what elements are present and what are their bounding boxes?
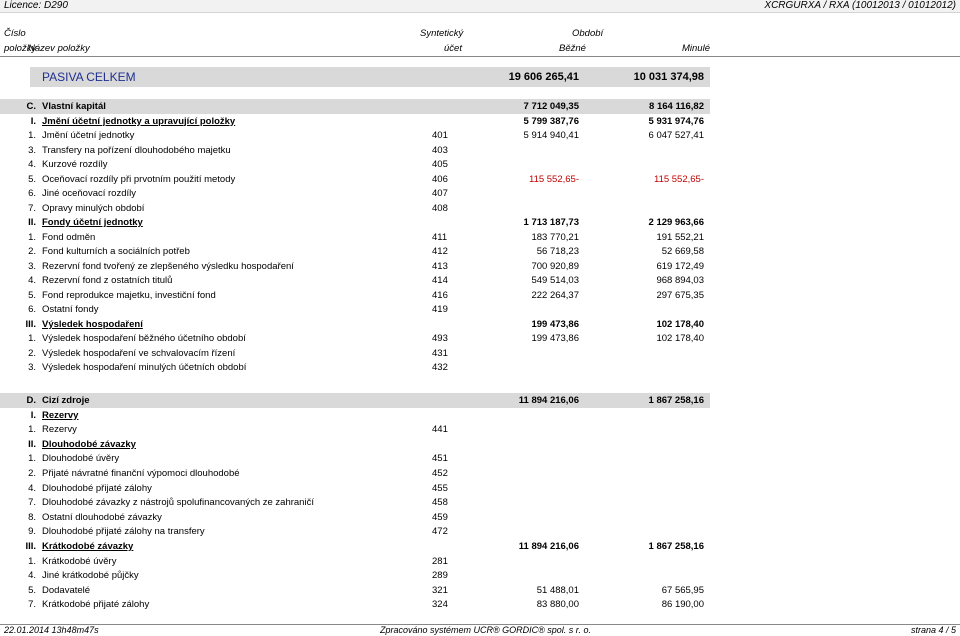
row-account: 324 <box>432 599 448 611</box>
header-minule: Minulé <box>682 43 710 54</box>
row-name: Rezervní fond tvořený ze zlepšeného výsledku hospodaření <box>42 260 294 272</box>
row-number: 6. <box>28 304 36 315</box>
row-number: 3. <box>28 260 36 272</box>
row-account: 281 <box>432 555 448 567</box>
row-bezne: 1 713 187,73 <box>523 217 579 228</box>
row-name: Fond kulturních a sociálních potřeb <box>42 246 190 257</box>
table-row <box>0 511 960 525</box>
table-row <box>0 496 960 510</box>
row-number: 4. <box>28 482 36 494</box>
row-number: 2. <box>28 347 36 359</box>
row-bezne: 5 914 940,41 <box>523 130 579 141</box>
row-name: Jiné oceňovací rozdíly <box>42 188 136 199</box>
row-account: 412 <box>432 246 448 257</box>
row-name: Přijaté návratné finanční výpomoci dlouhodobé <box>42 468 240 479</box>
row-bezne: 199 473,86 <box>531 318 579 330</box>
row-account: 405 <box>432 159 448 170</box>
row-number: D. <box>26 395 36 406</box>
header-nazev: Název položky <box>28 43 90 54</box>
row-account: 408 <box>432 202 448 214</box>
row-name: Dlouhodobé závazky z nástrojů spolufinancovaných ze zahraničí <box>42 497 314 509</box>
row-name: Rezervy <box>42 409 79 421</box>
row-number: 1. <box>28 453 36 465</box>
table-row <box>0 129 960 143</box>
row-account: 431 <box>432 347 448 359</box>
row-minule: 6 047 527,41 <box>648 130 704 141</box>
row-name: Jmění účetní jednotky a upravující položky <box>42 115 236 127</box>
row-number: 3. <box>28 362 36 373</box>
row-bezne: 183 770,21 <box>531 231 579 243</box>
row-bezne: 51 488,01 <box>536 584 579 596</box>
table-row <box>0 260 960 274</box>
row-name: Výsledek hospodaření ve schvalovacím řízení <box>42 347 236 359</box>
row-minule: 2 129 963,66 <box>648 217 704 228</box>
row-name: Opravy minulých období <box>42 202 145 214</box>
pasiva-row <box>0 70 960 84</box>
header-obdobi: Období <box>572 28 604 39</box>
table-row <box>0 438 960 452</box>
table-row <box>0 144 960 158</box>
header-bezne: Běžné <box>559 43 586 54</box>
footer-page: strana 4 / 5 <box>910 625 956 635</box>
table-row <box>0 598 960 612</box>
row-name: Výsledek hospodaření běžného účetního období <box>42 333 246 344</box>
pasiva-label: PASIVA CELKEM <box>42 70 136 84</box>
table-row <box>0 584 960 598</box>
row-name: Dlouhodobé úvěry <box>42 453 120 465</box>
row-bezne: 5 799 387,76 <box>523 115 579 127</box>
row-account: 407 <box>432 188 448 199</box>
row-number: I. <box>30 115 36 127</box>
row-number: III. <box>25 541 36 552</box>
table-row <box>0 303 960 317</box>
row-name: Dlouhodobé přijaté zálohy <box>42 482 152 494</box>
table-row <box>0 409 960 423</box>
table-row <box>0 569 960 583</box>
row-minule: 5 931 974,76 <box>648 115 704 127</box>
row-number: 5. <box>28 289 36 301</box>
row-minule: 1 867 258,16 <box>648 395 704 406</box>
row-minule: 297 675,35 <box>656 289 704 301</box>
row-name: Ostatní dlouhodobé závazky <box>42 511 162 523</box>
row-minule: 86 190,00 <box>661 599 704 611</box>
row-minule: 67 565,95 <box>661 584 704 596</box>
row-name: Rezervní fond z ostatních titulů <box>42 275 173 286</box>
row-name: Vlastní kapitál <box>42 101 106 112</box>
row-name: Krátkodobé závazky <box>42 541 134 552</box>
row-bezne: 115 552,65- <box>528 173 579 185</box>
row-number: I. <box>30 409 36 421</box>
row-number: 1. <box>28 424 36 436</box>
row-account: 455 <box>432 482 448 494</box>
row-number: 4. <box>28 570 36 582</box>
table-row <box>0 318 960 332</box>
row-name: Krátkodobé přijaté zálohy <box>42 599 150 611</box>
row-name: Dlouhodobé závazky <box>42 438 136 450</box>
footer-system: Zpracováno systémem UCR® GORDIC® spol. s r. o. <box>380 625 591 635</box>
table-row <box>0 274 960 288</box>
row-bezne: 83 880,00 <box>536 599 579 611</box>
header-separator <box>0 56 960 57</box>
table-row <box>0 231 960 245</box>
row-number: III. <box>25 318 36 330</box>
row-account: 451 <box>432 453 448 465</box>
row-account: 458 <box>432 497 448 509</box>
row-name: Výsledek hospodaření <box>42 318 143 330</box>
row-account: 416 <box>432 289 448 301</box>
row-number: 3. <box>28 144 36 156</box>
table-row <box>0 289 960 303</box>
row-number: 9. <box>28 526 36 538</box>
row-account: 472 <box>432 526 448 538</box>
footer-datetime: 22.01.2014 13h48m47s <box>4 625 99 635</box>
row-name: Oceňovací rozdíly při prvotním použití metody <box>42 173 236 185</box>
row-minule: 619 172,49 <box>656 260 704 272</box>
header-polozky: položky <box>4 43 37 54</box>
row-bezne: 222 264,37 <box>531 289 579 301</box>
row-account: 452 <box>432 468 448 479</box>
table-row <box>0 115 960 129</box>
row-account: 406 <box>432 173 448 185</box>
license-text: Licence: D290 <box>4 0 68 11</box>
row-name: Fond odměn <box>42 231 96 243</box>
row-bezne: 199 473,86 <box>531 333 579 344</box>
row-bezne: 56 718,23 <box>536 246 579 257</box>
row-account: 414 <box>432 275 448 286</box>
row-account: 459 <box>432 511 448 523</box>
table-row <box>0 525 960 539</box>
table-row <box>0 347 960 361</box>
row-number: 5. <box>28 584 36 596</box>
table-row <box>0 540 960 554</box>
row-name: Ostatní fondy <box>42 304 99 315</box>
table-row <box>0 482 960 496</box>
row-number: 1. <box>28 333 36 344</box>
row-number: II. <box>28 217 36 228</box>
row-number: 4. <box>28 275 36 286</box>
table-row <box>0 452 960 466</box>
row-minule: 102 178,40 <box>656 333 704 344</box>
row-account: 411 <box>432 231 448 243</box>
row-account: 413 <box>432 260 448 272</box>
table-row <box>0 158 960 172</box>
license-bar <box>0 0 960 13</box>
row-minule: 115 552,65- <box>653 173 704 185</box>
table-row <box>0 100 960 114</box>
row-name: Kurzové rozdíly <box>42 159 108 170</box>
row-name: Dodavatelé <box>42 584 91 596</box>
row-name: Dlouhodobé přijaté zálohy na transfery <box>42 526 205 538</box>
row-number: C. <box>26 101 36 112</box>
row-minule: 968 894,03 <box>656 275 704 286</box>
table-row <box>0 361 960 375</box>
row-number: 1. <box>28 555 36 567</box>
row-name: Rezervy <box>42 424 77 436</box>
table-row <box>0 555 960 569</box>
row-account: 493 <box>432 333 448 344</box>
row-account: 419 <box>432 304 448 315</box>
row-account: 441 <box>432 424 448 436</box>
row-number: 6. <box>28 188 36 199</box>
row-number: 5. <box>28 173 36 185</box>
row-minule: 8 164 116,82 <box>649 101 704 112</box>
row-number: 1. <box>28 130 36 141</box>
table-row <box>0 216 960 230</box>
header-synteticky: Syntetický <box>420 28 464 39</box>
row-name: Cizí zdroje <box>42 395 90 406</box>
row-minule: 1 867 258,16 <box>648 541 704 552</box>
row-number: 4. <box>28 159 36 170</box>
table-row <box>0 202 960 216</box>
row-number: 7. <box>28 202 36 214</box>
row-account: 321 <box>432 584 448 596</box>
table-row <box>0 173 960 187</box>
header-ucet: účet <box>444 43 462 54</box>
row-bezne: 549 514,03 <box>531 275 579 286</box>
row-name: Transfery na pořízení dlouhodobého majetku <box>42 144 231 156</box>
row-number: 7. <box>28 599 36 611</box>
row-number: 8. <box>28 511 36 523</box>
row-bezne: 11 894 216,06 <box>518 395 579 406</box>
row-bezne: 700 920,89 <box>531 260 579 272</box>
row-bezne: 11 894 216,06 <box>518 541 579 552</box>
row-bezne: 7 712 049,35 <box>523 101 579 112</box>
row-name: Výsledek hospodaření minulých účetních období <box>42 362 247 373</box>
row-number: 2. <box>28 246 36 257</box>
page-footer <box>0 624 960 636</box>
row-number: 1. <box>28 231 36 243</box>
header-cislo: Číslo <box>4 28 26 39</box>
row-number: II. <box>28 438 36 450</box>
row-name: Jmění účetní jednotky <box>42 130 135 141</box>
row-name: Fondy účetní jednotky <box>42 217 143 228</box>
row-minule: 52 669,58 <box>661 246 704 257</box>
pasiva-minule: 10 031 374,98 <box>633 71 704 83</box>
row-minule: 191 552,21 <box>656 231 704 243</box>
table-row <box>0 187 960 201</box>
report-code: XCRGURXA / RXA (10012013 / 01012012) <box>764 0 956 11</box>
table-row <box>0 423 960 437</box>
row-name: Jiné krátkodobé půjčky <box>42 570 139 582</box>
row-minule: 102 178,40 <box>656 318 704 330</box>
row-name: Fond reprodukce majetku, investiční fond <box>42 289 216 301</box>
row-account: 401 <box>432 130 448 141</box>
pasiva-bezne: 19 606 265,41 <box>508 71 579 83</box>
row-number: 2. <box>28 468 36 479</box>
row-number: 7. <box>28 497 36 509</box>
row-account: 432 <box>432 362 448 373</box>
table-row <box>0 245 960 259</box>
table-row <box>0 467 960 481</box>
row-account: 289 <box>432 570 448 582</box>
row-account: 403 <box>432 144 448 156</box>
table-row <box>0 394 960 408</box>
row-name: Krátkodobé úvěry <box>42 555 117 567</box>
table-row <box>0 332 960 346</box>
